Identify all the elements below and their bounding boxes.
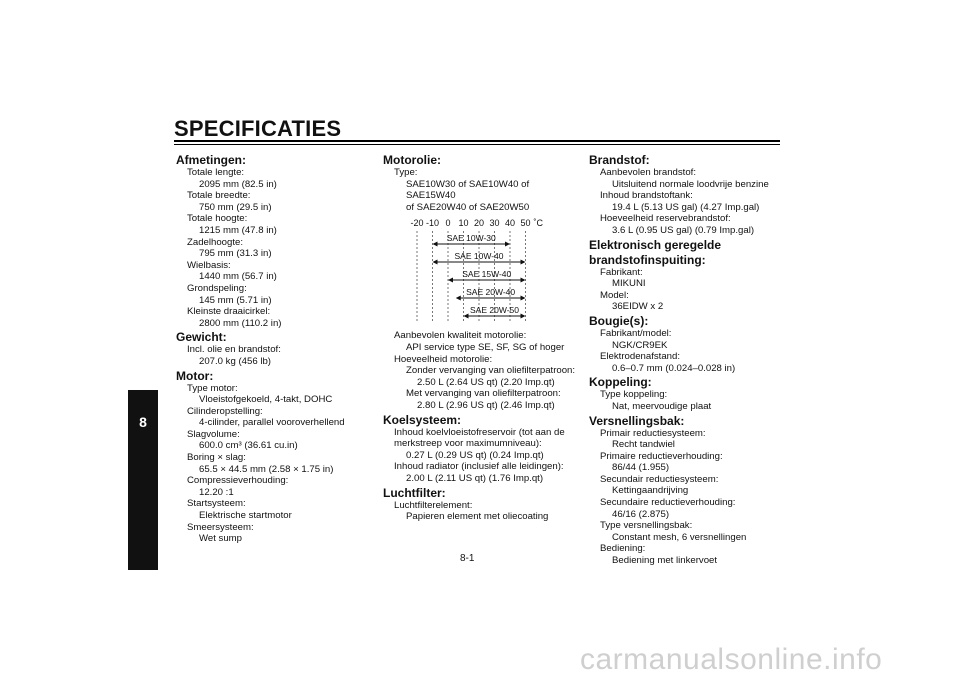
spec-line: Type motor: bbox=[187, 382, 238, 394]
spec-line: Inhoud radiator (inclusief alle leidingen): bbox=[394, 461, 564, 473]
section-heading: brandstofinspuiting: bbox=[589, 252, 706, 267]
column-2-lower bbox=[383, 330, 581, 522]
section-heading: Afmetingen: bbox=[176, 153, 246, 167]
spec-line: Fabrikant/model: bbox=[600, 327, 672, 339]
title-rule bbox=[174, 140, 780, 142]
spec-line: 2.80 L (2.96 US qt) (2.46 Imp.qt) bbox=[417, 399, 555, 411]
spec-line: Slagvolume: bbox=[187, 428, 240, 440]
tick-label: 10 bbox=[458, 218, 469, 229]
spec-line: Bediening met linkervoet bbox=[612, 555, 718, 567]
chapter-tab-number: 8 bbox=[139, 414, 147, 430]
spec-line: Totale hoogte: bbox=[187, 213, 248, 225]
spec-line: Model: bbox=[600, 289, 629, 301]
spec-line: Luchtfilterelement: bbox=[394, 499, 473, 511]
section-heading: Koppeling: bbox=[589, 375, 652, 390]
spec-line: API service type SE, SF, SG of hoger bbox=[406, 341, 565, 353]
oil-viscosity-chart bbox=[383, 216, 543, 324]
range-arrow-left bbox=[433, 260, 438, 265]
spec-line: Vloeistofgekoeld, 4-takt, DOHC bbox=[199, 394, 333, 406]
spec-line: Incl. olie en brandstof: bbox=[187, 344, 281, 356]
spec-line: Wet sump bbox=[199, 533, 243, 545]
series-label: SAE 15W-40 bbox=[462, 269, 512, 280]
section-heading: Versnellingsbak: bbox=[589, 413, 685, 428]
spec-line: 2095 mm (82.5 in) bbox=[199, 178, 277, 190]
spec-line: Constant mesh, 6 versnellingen bbox=[612, 531, 747, 543]
section-heading: Koelsysteem: bbox=[383, 412, 462, 427]
spec-line: Inhoud koelvloeistofreservoir (tot aan de bbox=[394, 426, 565, 438]
tick-label: -10 bbox=[425, 218, 440, 229]
spec-line: Type: bbox=[394, 167, 418, 178]
series-label: SAE 20W-40 bbox=[466, 287, 516, 298]
spec-line: Papieren element met oliecoating bbox=[406, 511, 549, 523]
spec-line: Recht tandwiel bbox=[612, 439, 675, 451]
watermark: carmanualsonline.info bbox=[580, 643, 883, 676]
column-3 bbox=[589, 152, 789, 567]
spec-line: Totale breedte: bbox=[187, 190, 251, 202]
section-heading: Luchtfilter: bbox=[383, 485, 446, 500]
spec-line: Zonder vervanging van oliefilterpatroon: bbox=[406, 365, 576, 377]
unit-label: ˚C bbox=[533, 218, 543, 229]
section-heading: Gewicht: bbox=[176, 330, 227, 345]
spec-line: 1440 mm (56.7 in) bbox=[199, 271, 277, 283]
tick-label: 50 bbox=[520, 218, 531, 229]
spec-line: NGK/CR9EK bbox=[612, 339, 668, 351]
spec-line: 2800 mm (110.2 in) bbox=[199, 317, 282, 329]
spec-line: 4-cilinder, parallel vooroverhellend bbox=[199, 417, 345, 429]
spec-line: Secundaire reductieverhouding: bbox=[600, 497, 736, 509]
spec-line: Primair reductiesysteem: bbox=[600, 427, 706, 439]
spec-line: 3.6 L (0.95 US gal) (0.79 Imp.gal) bbox=[612, 224, 755, 236]
spec-line: Wielbasis: bbox=[187, 259, 231, 271]
spec-line: Kleinste draaicirkel: bbox=[187, 306, 271, 318]
spec-line: 65.5 × 44.5 mm (2.58 × 1.75 in) bbox=[199, 463, 334, 475]
spec-line: Zadelhoogte: bbox=[187, 236, 244, 248]
range-arrow-right bbox=[521, 260, 526, 265]
series-label: SAE 20W-50 bbox=[470, 305, 519, 316]
spec-line: Aanbevolen kwaliteit motorolie: bbox=[394, 330, 527, 342]
spec-line: 0.6–0.7 mm (0.024–0.028 in) bbox=[612, 362, 736, 374]
spec-line: Type koppeling: bbox=[600, 389, 668, 401]
spec-line: Totale lengte: bbox=[187, 167, 245, 178]
engine-oil-section bbox=[383, 153, 581, 213]
tick-label: 30 bbox=[489, 218, 500, 229]
series-label: SAE 10W-40 bbox=[454, 251, 504, 262]
spec-line: 2.50 L (2.64 US qt) (2.20 Imp.qt) bbox=[417, 376, 555, 388]
range-arrow-right bbox=[521, 314, 526, 319]
section-heading: Motorolie: bbox=[383, 153, 441, 167]
spec-line: Startsysteem: bbox=[187, 498, 246, 510]
spec-line: Primaire reductieverhouding: bbox=[600, 450, 723, 462]
spec-line: 750 mm (29.5 in) bbox=[199, 201, 272, 213]
column-2 bbox=[383, 152, 581, 523]
spec-line: merkstreep voor maximumniveau): bbox=[394, 438, 542, 450]
range-arrow-right bbox=[521, 278, 526, 283]
page-title: SPECIFICATIES bbox=[174, 116, 342, 141]
spec-line: Fabrikant: bbox=[600, 266, 643, 278]
spec-line: 207.0 kg (456 lb) bbox=[199, 355, 271, 367]
tick-label: 20 bbox=[473, 218, 485, 229]
section-heading: Motor: bbox=[176, 368, 214, 383]
page-number: 8-1 bbox=[460, 553, 475, 564]
spec-line: 600.0 cm³ (36.61 cu.in) bbox=[199, 440, 298, 452]
section-heading: Brandstof: bbox=[589, 153, 650, 167]
range-arrow-right bbox=[521, 296, 526, 301]
spec-line: 795 mm (31.3 in) bbox=[199, 248, 272, 260]
spec-line: 2.00 L (2.11 US qt) (1.76 Imp.qt) bbox=[406, 472, 544, 484]
range-arrow-left bbox=[464, 314, 469, 319]
series-label: SAE 10W-30 bbox=[446, 233, 496, 244]
spec-line: Hoeveelheid motorolie: bbox=[394, 353, 493, 365]
range-arrow-left bbox=[448, 278, 453, 283]
spec-line: 0.27 L (0.29 US qt) (0.24 Imp.qt) bbox=[406, 449, 544, 461]
spec-line: Nat, meervoudige plaat bbox=[612, 400, 712, 412]
spec-line: Met vervanging van oliefilterpatroon: bbox=[406, 388, 561, 400]
section-heading: Elektronisch geregelde bbox=[589, 237, 722, 252]
spec-line: Bediening: bbox=[600, 543, 646, 555]
spec-line: 19.4 L (5.13 US gal) (4.27 Imp.gal) bbox=[612, 201, 760, 213]
tick-label: 40 bbox=[504, 218, 516, 229]
spec-line: Kettingaandrijving bbox=[612, 485, 689, 497]
title-rule-thin bbox=[174, 144, 780, 145]
spec-line: Boring × slag: bbox=[187, 452, 246, 464]
spec-line: Inhoud brandstoftank: bbox=[600, 190, 693, 202]
spec-line: SAE10W30 of SAE10W40 of SAE15W40 bbox=[406, 178, 530, 202]
spec-line: Type versnellingsbak: bbox=[600, 520, 693, 532]
spec-line: Hoeveelheid reservebrandstof: bbox=[600, 213, 731, 225]
spec-line: Aanbevolen brandstof: bbox=[600, 167, 697, 178]
spec-line: of SAE20W40 of SAE20W50 bbox=[406, 201, 530, 213]
tick-label: -20 bbox=[410, 218, 424, 229]
spec-line: Secundair reductiesysteem: bbox=[600, 473, 719, 485]
spec-line: Uitsluitend normale loodvrije benzine bbox=[612, 178, 769, 190]
spec-line: 1215 mm (47.8 in) bbox=[199, 224, 277, 236]
range-arrow-left bbox=[433, 242, 438, 247]
spec-line: Grondspeling: bbox=[187, 282, 247, 294]
column-1 bbox=[176, 152, 371, 545]
range-arrow-left bbox=[456, 296, 461, 301]
spec-line: 46/16 (2.875) bbox=[612, 508, 670, 520]
spec-line: MIKUNI bbox=[612, 278, 646, 290]
section-heading: Bougie(s): bbox=[589, 313, 649, 328]
spec-line: 36EIDW x 2 bbox=[612, 301, 664, 313]
tick-label: 0 bbox=[445, 218, 451, 229]
range-arrow-right bbox=[505, 242, 510, 247]
spec-line: 86/44 (1.955) bbox=[612, 462, 670, 474]
spec-line: Cilinderopstelling: bbox=[187, 405, 263, 417]
spec-line: Elektrische startmotor bbox=[199, 510, 292, 522]
spec-line: Smeersysteem: bbox=[187, 521, 254, 533]
spec-line: 12.20 :1 bbox=[199, 486, 234, 498]
spec-line: 145 mm (5.71 in) bbox=[199, 294, 272, 306]
spec-line: Compressieverhouding: bbox=[187, 475, 289, 487]
spec-line: Elektrodenafstand: bbox=[600, 351, 681, 363]
